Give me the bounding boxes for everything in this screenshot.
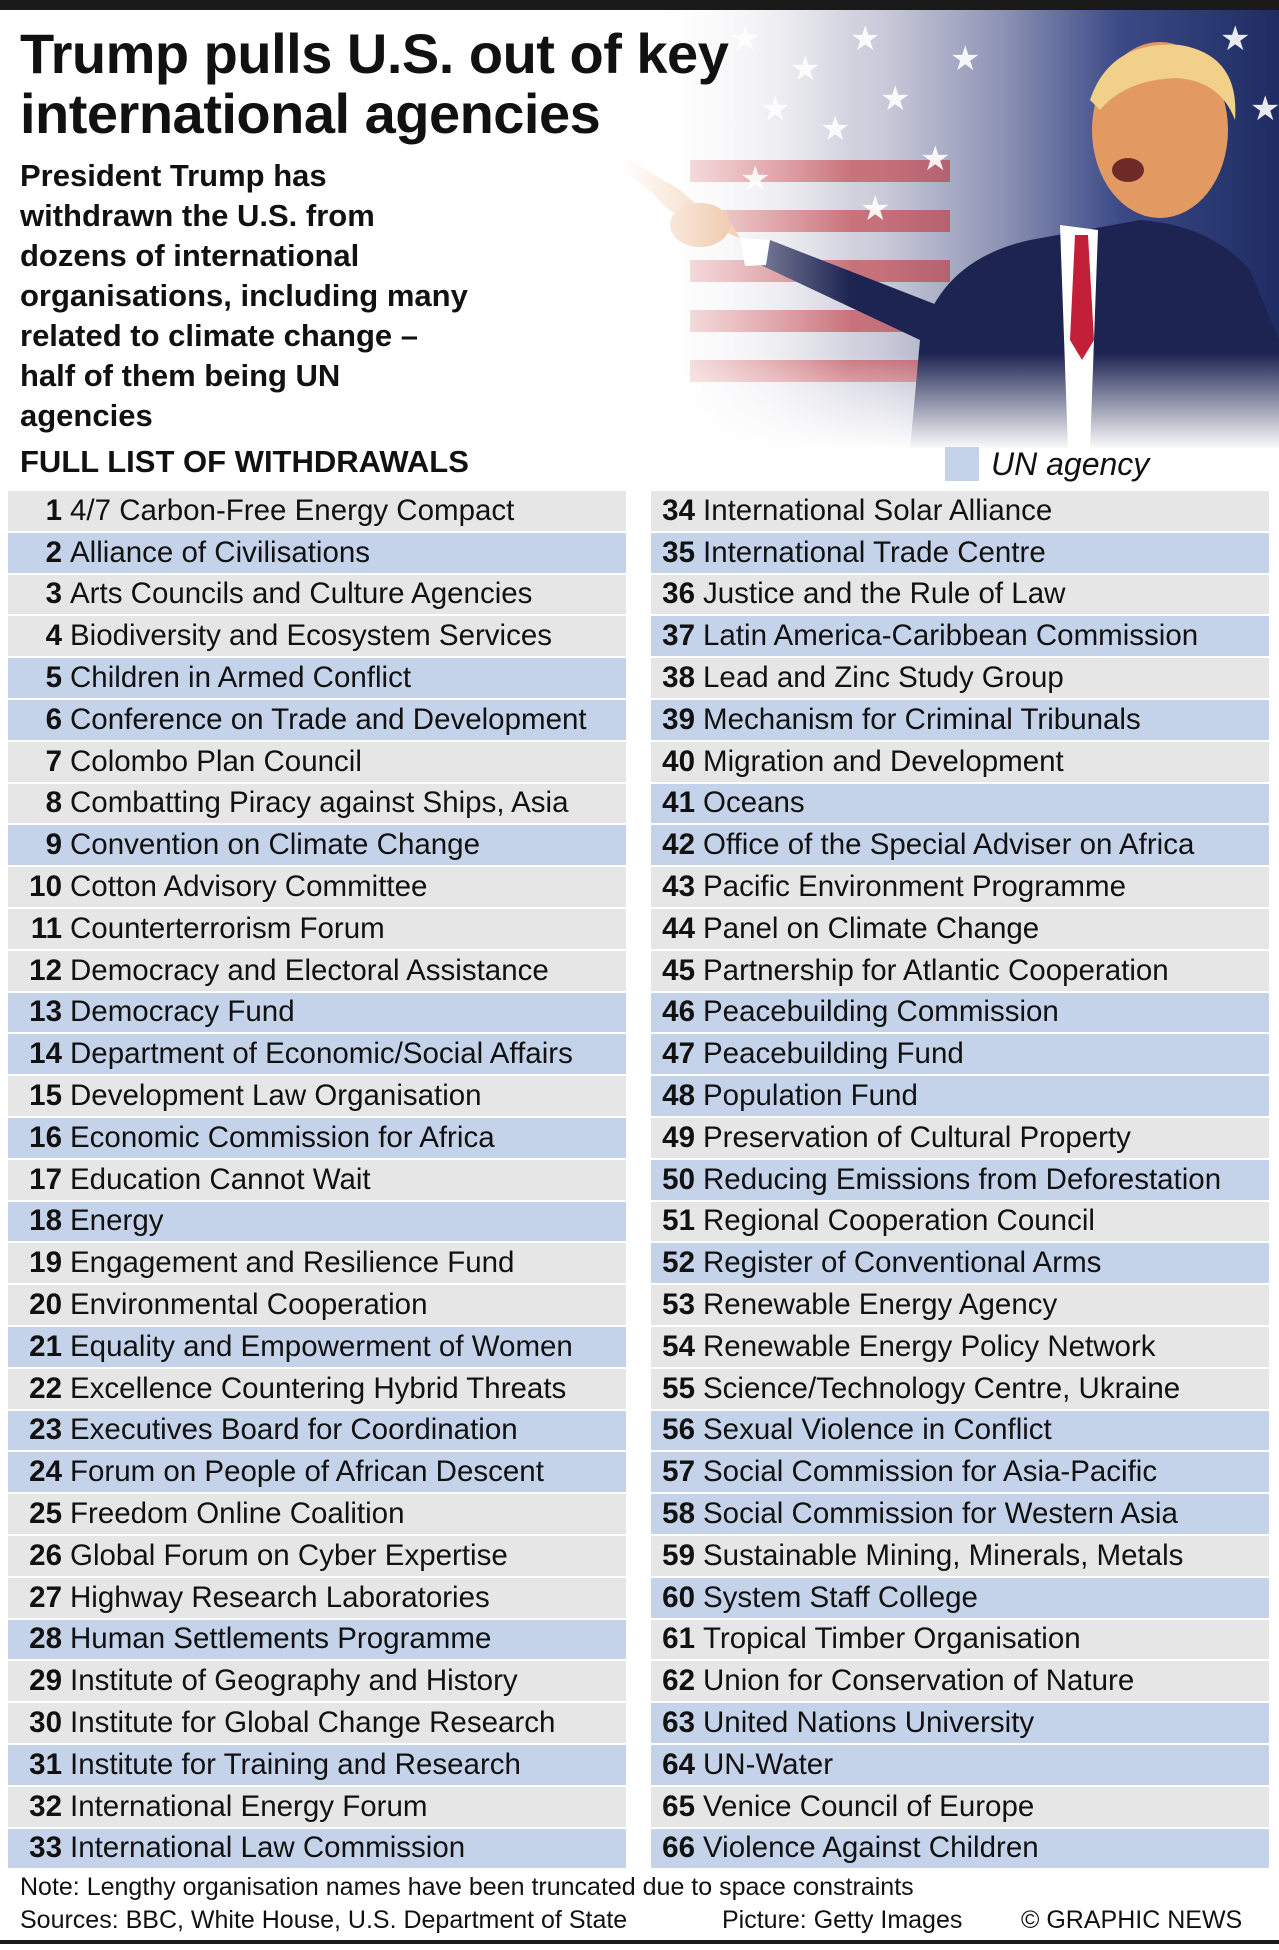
list-item-name: Global Forum on Cyber Expertise (70, 1538, 508, 1572)
list-item-number: 24 (29, 1455, 62, 1489)
list-item-name: Institute of Geography and History (70, 1664, 518, 1698)
list-item (8, 951, 626, 993)
list-item-name: Children in Armed Conflict (70, 661, 412, 695)
list-item-number: 11 (30, 911, 62, 945)
list-item (8, 1787, 626, 1829)
legend (945, 446, 1149, 482)
list-item-number: 4 (45, 619, 62, 653)
list-item-number: 3 (45, 577, 62, 611)
list-item-name: Register of Conventional Arms (703, 1246, 1102, 1280)
list-item (8, 1536, 626, 1578)
list-item-name: Peacebuilding Commission (703, 995, 1059, 1029)
list-item (651, 1243, 1269, 1285)
list-item (8, 533, 626, 575)
list-item-number: 2 (45, 535, 62, 569)
list-item-name: Colombo Plan Council (70, 744, 362, 778)
list-item-name: Engagement and Resilience Fund (70, 1246, 515, 1280)
list-item-number: 18 (29, 1204, 62, 1238)
list-item (651, 616, 1269, 658)
list-item (651, 1327, 1269, 1369)
list-item-number: 40 (662, 744, 695, 778)
list-item-name: International Trade Centre (703, 535, 1046, 569)
list-item-name: Human Settlements Programme (70, 1622, 492, 1656)
list-item (8, 1661, 626, 1703)
list-item-name: Migration and Development (703, 744, 1064, 778)
list-item-name: Education Cannot Wait (70, 1162, 371, 1196)
list-item-number: 65 (662, 1789, 695, 1823)
list-item-number: 22 (29, 1371, 62, 1405)
list-item-number: 16 (29, 1120, 62, 1154)
list-item-name: Democracy Fund (70, 995, 295, 1029)
list-item (8, 1118, 626, 1160)
list-item (651, 784, 1269, 826)
list-item-name: Oceans (703, 786, 805, 820)
list-item-name: Energy (70, 1204, 164, 1238)
list-item-number: 55 (662, 1371, 695, 1405)
list-item-name: Democracy and Electoral Assistance (70, 953, 549, 987)
list-item (651, 700, 1269, 742)
list-item (8, 742, 626, 784)
list-item-number: 32 (29, 1789, 62, 1823)
list-item-name: Executives Board for Coordination (70, 1413, 518, 1447)
list-item-number: 21 (29, 1329, 62, 1363)
list-item-name: Excellence Countering Hybrid Threats (70, 1371, 567, 1405)
list-item-number: 42 (662, 828, 695, 862)
list-item (651, 867, 1269, 909)
list-item-number: 5 (45, 661, 62, 695)
list-item-number: 35 (662, 535, 695, 569)
list-item (8, 1620, 626, 1662)
list-heading: FULL LIST OF WITHDRAWALS (20, 444, 469, 479)
list-item-name: Panel on Climate Change (703, 911, 1040, 945)
list-item (651, 1076, 1269, 1118)
list-item-name: International Law Commission (70, 1831, 466, 1865)
legend-label: UN agency (991, 446, 1150, 482)
list-item-number: 43 (662, 870, 695, 904)
list-item (8, 1202, 626, 1244)
list-item-name: Latin America-Caribbean Commission (703, 619, 1199, 653)
list-item (8, 867, 626, 909)
list-item (8, 1369, 626, 1411)
list-item-number: 52 (662, 1246, 695, 1280)
list-item-number: 58 (662, 1497, 695, 1531)
list-item-number: 36 (662, 577, 695, 611)
list-item (651, 742, 1269, 784)
list-item (651, 575, 1269, 617)
list-item-name: Highway Research Laboratories (70, 1580, 490, 1614)
list-item (8, 1452, 626, 1494)
list-item-number: 60 (662, 1580, 695, 1614)
list-item (8, 1411, 626, 1453)
list-item (651, 1202, 1269, 1244)
list-item-name: Partnership for Atlantic Cooperation (703, 953, 1169, 987)
list-item (8, 784, 626, 826)
list-item-name: Justice and the Rule of Law (703, 577, 1066, 611)
list-item-number: 17 (29, 1162, 62, 1196)
list-item-name: Development Law Organisation (70, 1079, 482, 1113)
list-item (8, 616, 626, 658)
list-item-name: Biodiversity and Ecosystem Services (70, 619, 553, 653)
bottom-rule (0, 1940, 1279, 1944)
list-item (651, 1411, 1269, 1453)
list-item (8, 909, 626, 951)
list-item-name: Arts Councils and Culture Agencies (70, 577, 533, 611)
list-item-number: 34 (662, 493, 695, 527)
list-item-name: Sustainable Mining, Minerals, Metals (703, 1538, 1184, 1572)
list-item-name: Environmental Cooperation (70, 1288, 428, 1322)
list-item-number: 28 (29, 1622, 62, 1656)
list-item (651, 1369, 1269, 1411)
copyright: © GRAPHIC NEWS (1021, 1906, 1243, 1934)
list-item-name: Mechanism for Criminal Tribunals (703, 702, 1141, 736)
list-item (651, 491, 1269, 533)
list-item-number: 63 (662, 1706, 695, 1739)
subtitle: President Trump has withdrawn the U.S. from dozens of international organisations, including many related to climate change – half of them being UN agencies (20, 158, 468, 433)
list-item (8, 1034, 626, 1076)
list-item (651, 1160, 1269, 1202)
list-item-number: 38 (662, 661, 695, 695)
list-item (651, 1620, 1269, 1662)
list-item-name: Office of the Special Adviser on Africa (703, 828, 1195, 862)
list-item (8, 1076, 626, 1118)
list-item-number: 54 (662, 1329, 695, 1363)
list-item-number: 45 (662, 953, 695, 987)
list-item-name: Venice Council of Europe (703, 1789, 1035, 1823)
list-item (651, 1745, 1269, 1787)
list-item-number: 53 (662, 1288, 695, 1322)
list-item-name: Reducing Emissions from Deforestation (703, 1162, 1222, 1196)
list-item-number: 8 (45, 786, 62, 820)
list-item-name: Sexual Violence in Conflict (703, 1413, 1052, 1447)
list-item (651, 1536, 1269, 1578)
list-item-number: 20 (29, 1288, 62, 1322)
list-item (651, 1661, 1269, 1703)
list-item-name: Department of Economic/Social Affairs (70, 1037, 573, 1071)
list-item (651, 909, 1269, 951)
page-title: Trump pulls U.S. out of key international agencies (20, 22, 729, 145)
list-item (651, 951, 1269, 993)
list-item (8, 1494, 626, 1536)
list-item-number: 44 (662, 911, 695, 945)
list-item (8, 658, 626, 700)
list-item-number: 48 (662, 1079, 695, 1113)
list-item-number: 57 (662, 1455, 695, 1489)
list-item (8, 1829, 626, 1871)
list-item-name: Tropical Timber Organisation (703, 1622, 1081, 1656)
list-item-number: 25 (29, 1497, 62, 1531)
list-item-number: 15 (29, 1079, 62, 1113)
list-item-number: 19 (29, 1246, 62, 1280)
list-item-name: Renewable Energy Policy Network (703, 1329, 1156, 1363)
list-item (8, 491, 626, 533)
list-item-number: 13 (29, 995, 62, 1029)
list-item-name: Renewable Energy Agency (703, 1288, 1058, 1322)
sources: Sources: BBC, White House, U.S. Department of State (20, 1906, 628, 1934)
list-item (8, 1578, 626, 1620)
list-item-name: Union for Conservation of Nature (703, 1664, 1135, 1698)
picture-credit: Picture: Getty Images (722, 1906, 963, 1934)
list-item-number: 62 (662, 1664, 695, 1698)
list-item-name: Regional Cooperation Council (703, 1204, 1095, 1238)
list-item-name: Equality and Empowerment of Women (70, 1329, 573, 1363)
top-rule (0, 0, 1279, 10)
list-item-name: Convention on Climate Change (70, 828, 480, 862)
list-item-number: 7 (45, 744, 62, 778)
list-item-name: Lead and Zinc Study Group (703, 661, 1064, 695)
list-item-number: 23 (29, 1413, 62, 1447)
list-item-number: 59 (662, 1538, 695, 1572)
list-item-number: 14 (29, 1037, 62, 1071)
list-item-number: 46 (662, 995, 695, 1029)
list-item-name: Conference on Trade and Development (70, 702, 587, 736)
list-item (651, 1118, 1269, 1160)
list-item (8, 700, 626, 742)
list-item-number: 29 (29, 1664, 62, 1698)
list-item (651, 1829, 1269, 1871)
list-item-number: 10 (29, 870, 62, 904)
list-item (651, 825, 1269, 867)
list-item (651, 1285, 1269, 1327)
list-item (651, 1034, 1269, 1076)
list-item (8, 1327, 626, 1369)
footnote: Note: Lengthy organisation names have been truncated due to space constraints (20, 1873, 914, 1901)
list-item-number: 9 (45, 828, 62, 862)
list-item-name: Alliance of Civilisations (70, 535, 371, 569)
list-item-name: Cotton Advisory Committee (70, 870, 428, 904)
list-item-number: 49 (662, 1120, 695, 1154)
list-item (651, 993, 1269, 1035)
list-item-number: 47 (662, 1037, 695, 1071)
list-item (8, 1745, 626, 1787)
list-item-number: 39 (662, 702, 695, 736)
list-item-name: Violence Against Children (703, 1831, 1039, 1865)
list-item-number: 6 (45, 702, 62, 736)
list-item (651, 1578, 1269, 1620)
list-item-number: 41 (662, 786, 695, 820)
list-item-name: Institute for Training and Research (70, 1747, 521, 1781)
list-item-number: 27 (29, 1580, 62, 1614)
list-item (651, 658, 1269, 700)
list-item (651, 533, 1269, 575)
list-item (8, 1160, 626, 1202)
list-item-name: International Solar Alliance (703, 493, 1053, 527)
list-item-name: United Nations University (703, 1706, 1035, 1739)
list-item (651, 1787, 1269, 1829)
list-item-name: Economic Commission for Africa (70, 1120, 495, 1154)
list-item (651, 1703, 1269, 1745)
withdrawals-column-left (8, 491, 626, 1870)
list-item-name: System Staff College (703, 1580, 978, 1614)
list-item (8, 993, 626, 1035)
list-item-number: 64 (662, 1747, 695, 1781)
list-item (8, 1703, 626, 1745)
list-item-number: 12 (29, 953, 62, 987)
list-item-name: Peacebuilding Fund (703, 1037, 964, 1071)
list-item (651, 1494, 1269, 1536)
list-item-number: 61 (662, 1622, 695, 1656)
list-item-name: Pacific Environment Programme (703, 870, 1126, 904)
list-item-number: 30 (29, 1706, 62, 1739)
list-item-number: 1 (45, 493, 62, 527)
list-item-name: Freedom Online Coalition (70, 1497, 405, 1531)
list-item-name: Forum on People of African Descent (70, 1455, 544, 1489)
list-item-name: Science/Technology Centre, Ukraine (703, 1371, 1181, 1405)
list-item-name: 4/7 Carbon-Free Energy Compact (70, 493, 515, 527)
list-item (651, 1452, 1269, 1494)
list-item-name: Preservation of Cultural Property (703, 1120, 1131, 1154)
list-item-number: 66 (662, 1831, 695, 1865)
list-item-number: 56 (662, 1413, 695, 1447)
list-item-number: 31 (29, 1747, 62, 1781)
list-item-number: 50 (662, 1162, 695, 1196)
list-item-number: 26 (29, 1538, 62, 1572)
list-item-name: International Energy Forum (70, 1789, 428, 1823)
list-item-name: Combatting Piracy against Ships, Asia (70, 786, 569, 820)
list-item-name: Population Fund (703, 1079, 918, 1113)
list-item-number: 37 (662, 619, 695, 653)
list-item (8, 825, 626, 867)
legend-swatch (945, 447, 979, 481)
withdrawals-column-right (651, 491, 1269, 1870)
list-item-name: Institute for Global Change Research (70, 1706, 556, 1739)
list-item-number: 33 (29, 1831, 62, 1865)
list-item-name: Counterterrorism Forum (70, 911, 385, 945)
list-item-name: Social Commission for Western Asia (703, 1497, 1178, 1531)
list-item (8, 1285, 626, 1327)
list-item (8, 575, 626, 617)
list-item-name: UN-Water (703, 1747, 834, 1781)
list-item-name: Social Commission for Asia-Pacific (703, 1455, 1158, 1489)
list-item (8, 1243, 626, 1285)
list-item-number: 51 (662, 1204, 695, 1238)
